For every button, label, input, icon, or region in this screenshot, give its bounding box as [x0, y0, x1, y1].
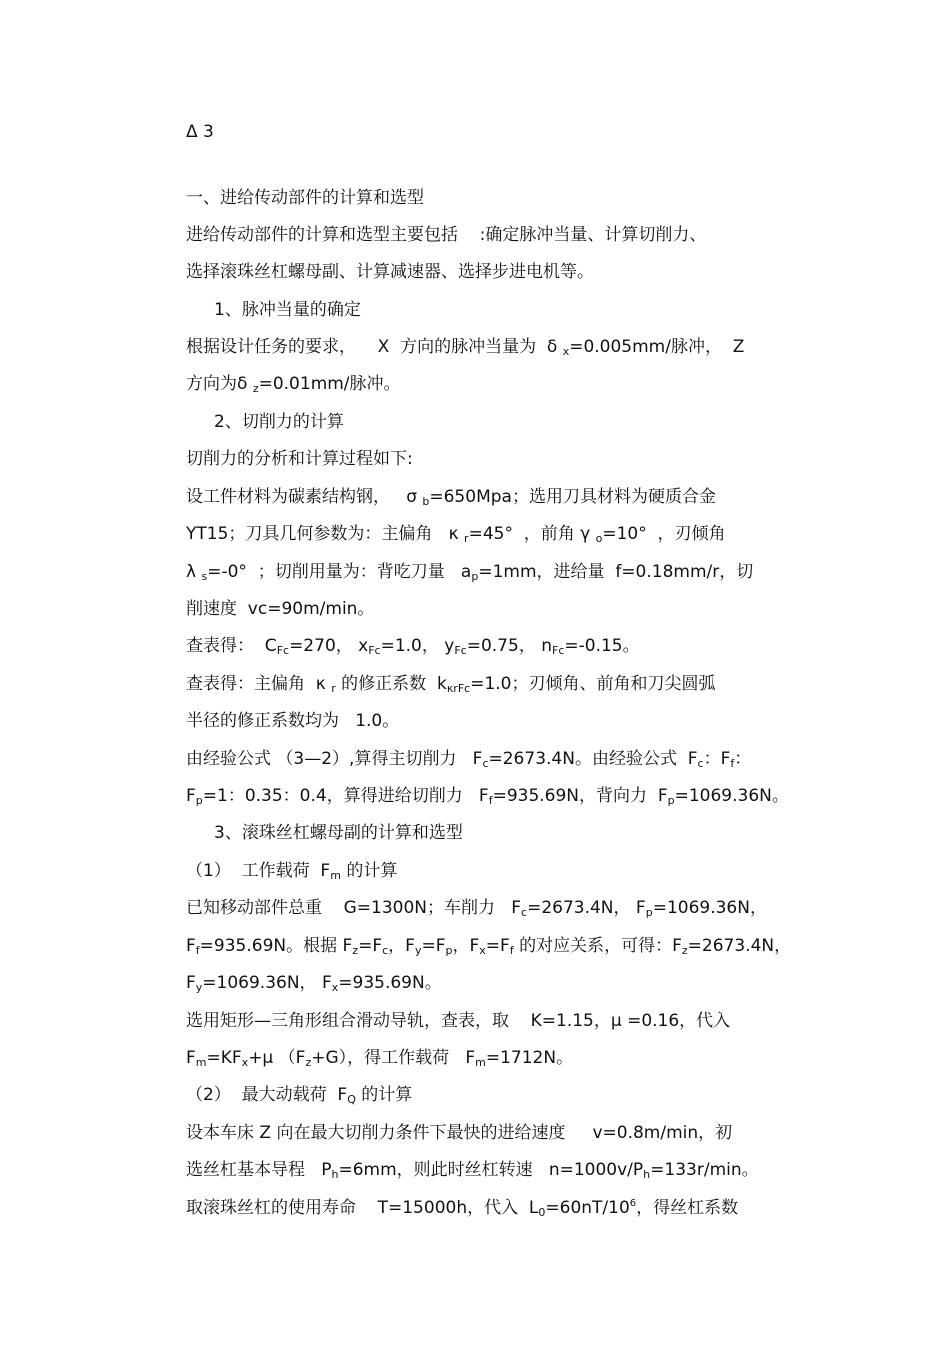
subsection-heading: 3、滚珠丝杠螺母副的计算和选型 — [214, 823, 463, 843]
subsection-heading: 1、脉冲当量的确定 — [214, 300, 361, 320]
text-line: 切削力的分析和计算过程如下: — [186, 449, 413, 469]
text-line: 由经验公式 （3—2）,算得主切削力 $F_c=2673.4N$。由经验公式 $F_c$：$F_f$： — [186, 749, 752, 770]
text-line: 削速度 vc=90m/min。 — [186, 599, 375, 619]
text-line: 已知移动部件总重 G=1300N；车削力 $F_c=2673.4N$， $F_p=1069.36N$， — [186, 898, 767, 919]
text-line: 选丝杠基本导程 $P_h=6mm$，则此时丝杠转速 $n=1000v/P_h=133r/\min$。 — [186, 1160, 759, 1181]
text-line: $F_f=935.69N$。根据 $F_z=F_c$，$F_y=F_p$，$F_x=F_f$ 的对应关系，可得：$F_z=2673.4N$， — [186, 936, 792, 957]
text-line: 取滚珠丝杠的使用寿命 T=15000h，代入 $L_0=60nT/10^6$，得丝杠系数 — [186, 1198, 739, 1219]
text-line: 设工件材料为碳素结构钢， σ $_b$=650Mpa；选用刀具材料为硬质合金 — [186, 487, 716, 508]
text-line: λ $_s$=-0° ；切削用量为：背吃刀量 $a_p=1mm$，进给量 f=0.18mm/r，切 — [186, 562, 754, 583]
text-line: 方向为δ $_z$=0.01mm/脉冲。 — [186, 374, 401, 395]
text-line: 查表得： $C_{Fc}=270$， $x_{Fc}=1.0$， $y_{Fc}=0.75$， $n_{Fc}=-0.15$。 — [186, 636, 640, 657]
text-line: $F_p=1$：0.35：0.4，算得进给切削力 $F_f=935.69N$，背向力 $F_p=1069.36N$。 — [186, 786, 789, 807]
page-header: Δ 3 — [186, 122, 214, 142]
text-line: （1） 工作载荷 $F_m$ 的计算 — [186, 861, 398, 882]
text-line: （2） 最大动载荷 $F_Q$ 的计算 — [186, 1085, 413, 1106]
text-line: 选择滚珠丝杠螺母副、计算减速器、选择步进电机等。 — [186, 262, 594, 282]
text-line: 设本车床 Z 向在最大切削力条件下最快的进给速度 v=0.8m/min，初 — [186, 1123, 733, 1143]
text-line: 选用矩形—三角形组合滑动导轨，查表，取 K=1.15，μ =0.16，代入 — [186, 1011, 731, 1031]
text-line: 查表得：主偏角 κ $_r$ 的修正系数 $k_{\kappa rFc}=1.0$；刃倾角、前角和刀尖圆弧 — [186, 674, 716, 695]
text-line: $F_y=1069.36N$， $F_x=935.69N$。 — [186, 973, 442, 994]
text-line: 根据设计任务的要求， X 方向的脉冲当量为 δ $_x$=0.005mm/脉冲， Z — [186, 337, 745, 358]
text-line: $F_m=KF_x+\mu$ $(F_z+G)$，得工作载荷 $F_m=1712N$。 — [186, 1048, 574, 1069]
subsection-heading: 2、切削力的计算 — [214, 412, 344, 432]
section-heading: 一、进给传动部件的计算和选型 — [186, 188, 424, 208]
text-line: YT15；刀具几何参数为：主偏角 κ $_r$=45° ，前角 γ $_o$=10° ，刃倾角 — [186, 524, 726, 545]
text-line: 进给传动部件的计算和选型主要包括 :确定脉冲当量、计算切削力、 — [186, 225, 707, 245]
text-line: 半径的修正系数均为 1.0。 — [186, 711, 400, 731]
